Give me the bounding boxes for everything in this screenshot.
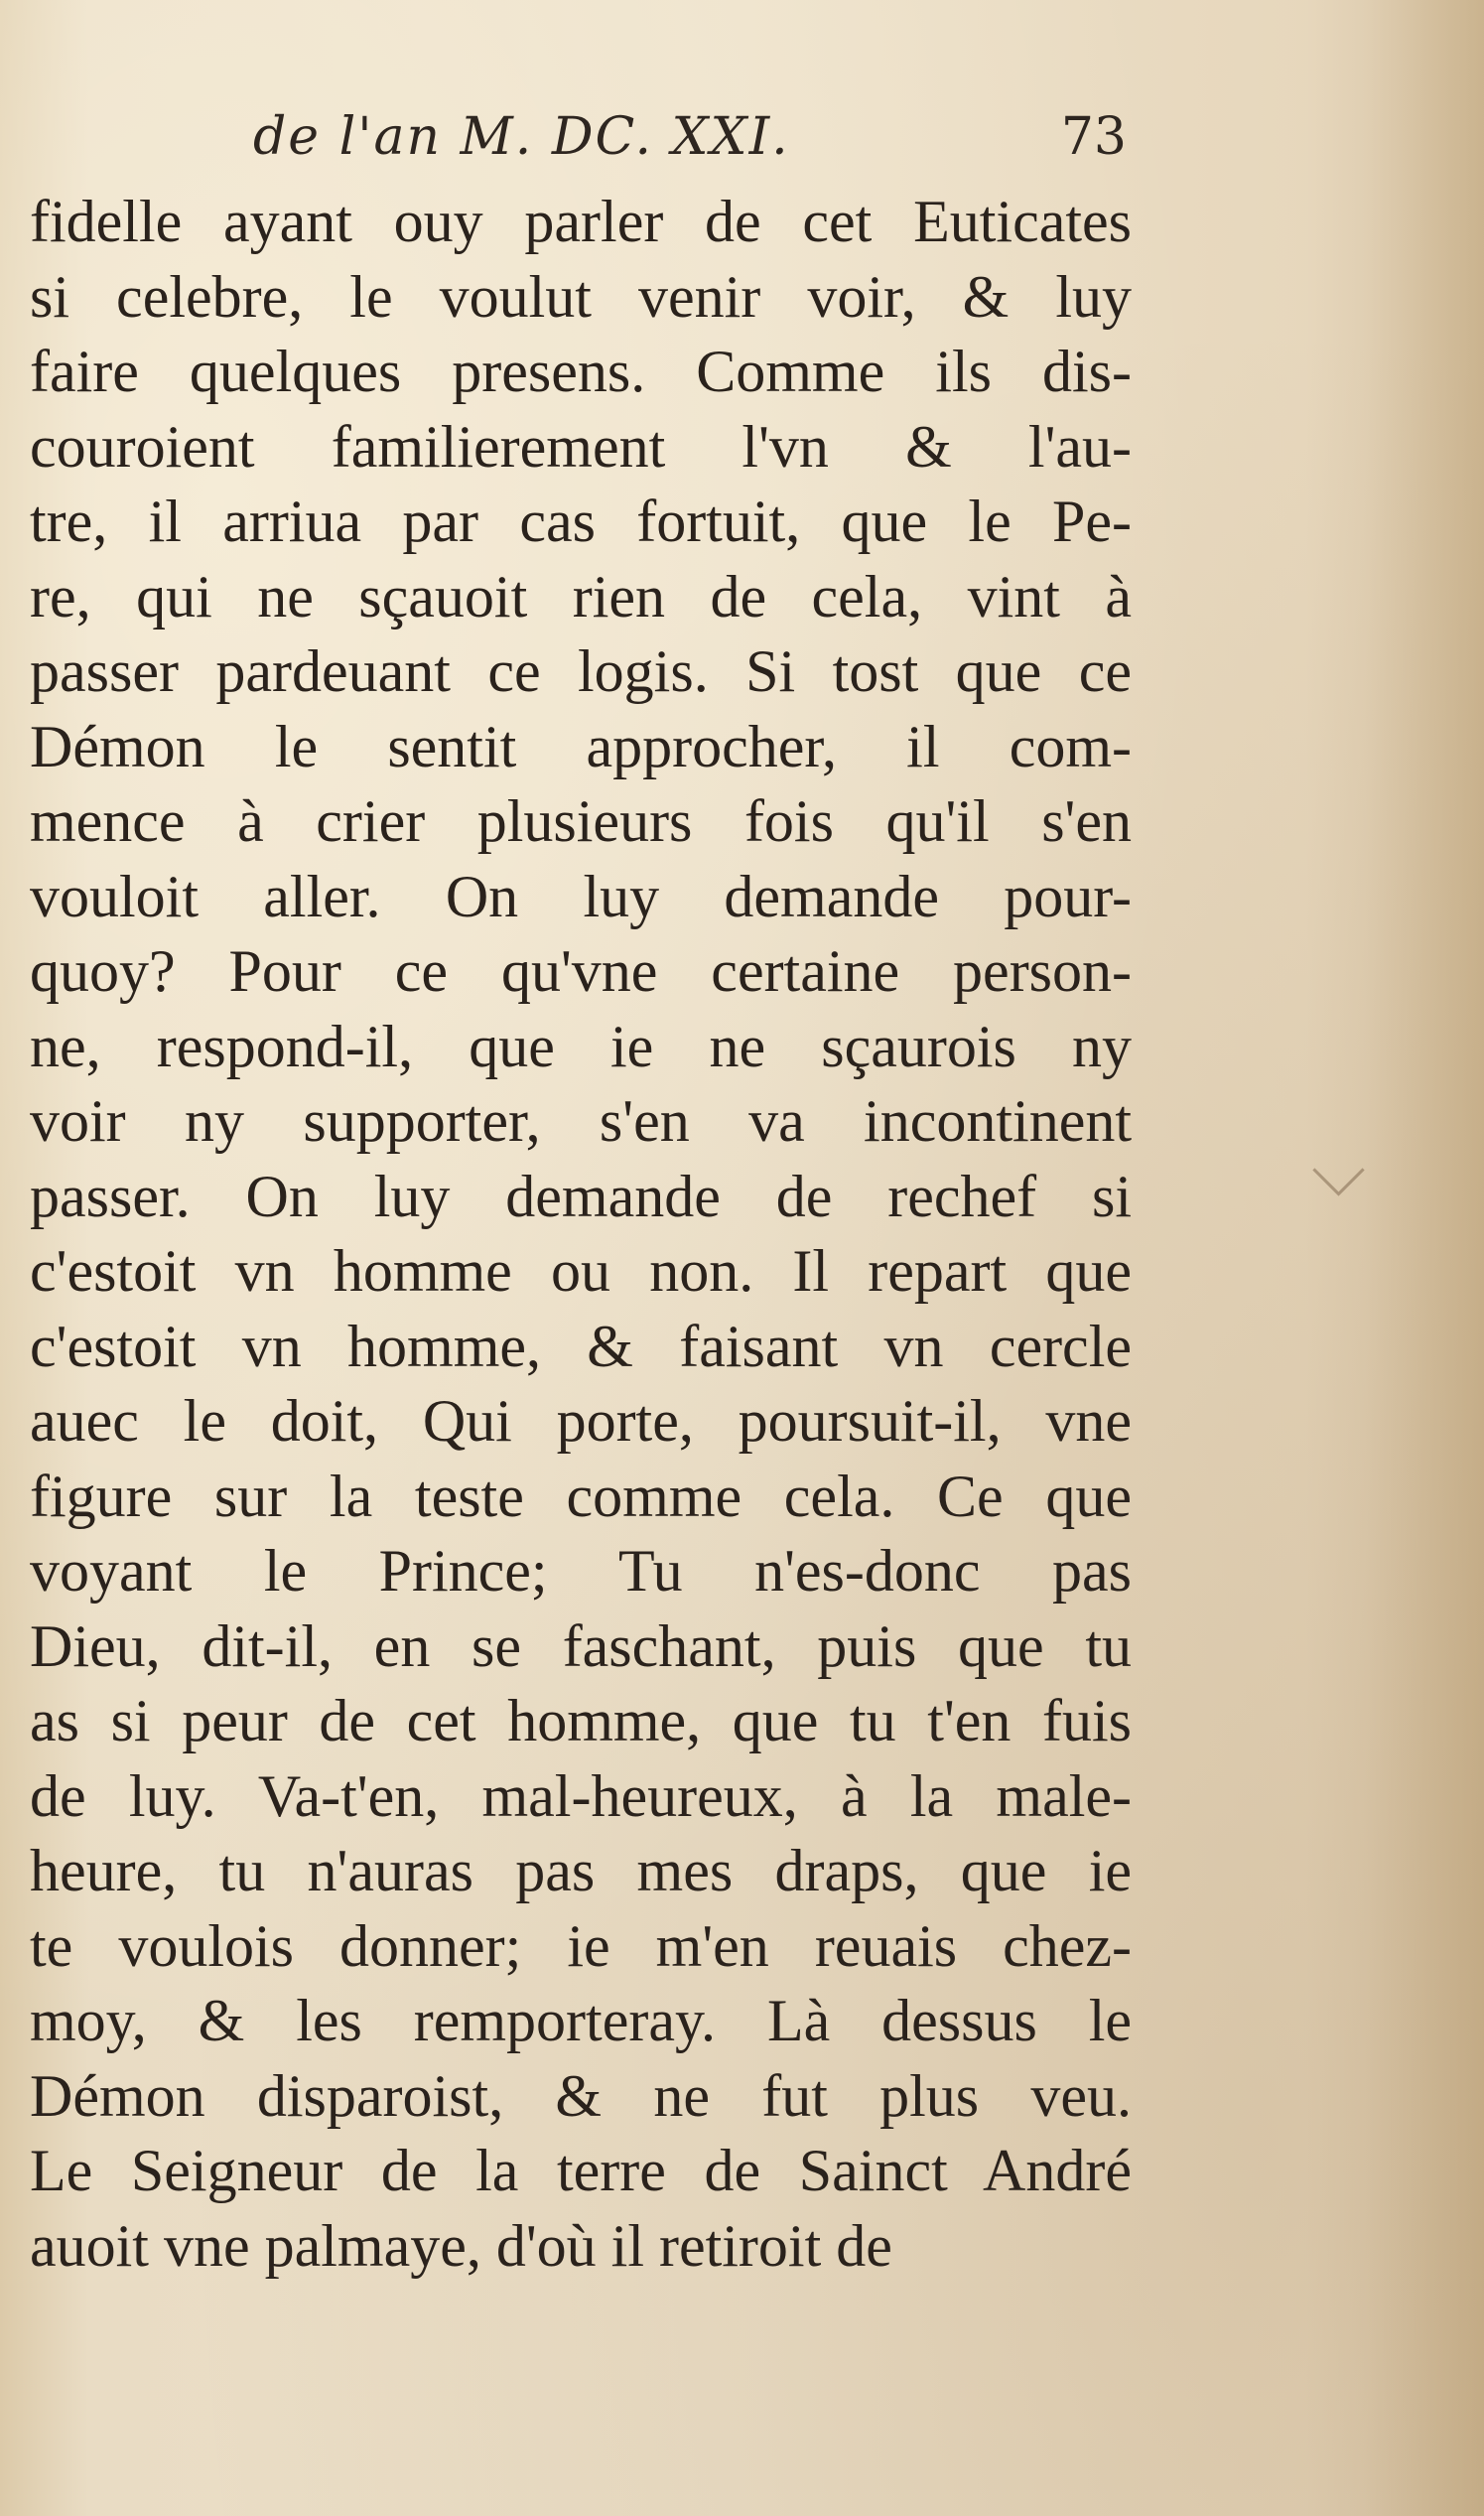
text-line: passer pardeuant ce logis. Si tost que ce: [30, 638, 1132, 704]
text-line: faire quelques presens. Comme ils dis-: [30, 339, 1132, 404]
running-head: de l'an M. DC. XXI.: [253, 107, 790, 167]
text-line: voyant le Prince; Tu n'es-donc pas: [30, 1538, 1132, 1604]
text-line: passer. On luy demande de rechef si: [30, 1163, 1132, 1229]
text-line: Le Seigneur de la terre de Sainct André: [30, 2138, 1132, 2203]
text-line: heure, tu n'auras pas mes draps, que ie: [30, 1838, 1132, 1903]
text-line: tre, il arriua par cas fortuit, que le Pe-: [30, 489, 1132, 554]
text-line: re, qui ne sçauoit rien de cela, vint à: [30, 563, 1132, 629]
text-line: voir ny supporter, s'en va incontinent: [30, 1088, 1132, 1154]
text-line: Démon le sentit approcher, il com-: [30, 713, 1132, 779]
text-line: Démon disparoist, & ne fut plus veu.: [30, 2062, 1132, 2129]
text-line: auec le doit, Qui porte, poursuit-il, vne: [30, 1388, 1132, 1454]
text-line: quoy? Pour ce qu'vne certaine person-: [30, 938, 1132, 1004]
text-line: as si peur de cet homme, que tu t'en fuis: [30, 1688, 1132, 1753]
text-line: de luy. Va-t'en, mal-heureux, à la male-: [30, 1762, 1132, 1829]
text-line: couroient familierement l'vn & l'au-: [30, 413, 1132, 480]
page-header: [253, 107, 1127, 177]
text-line: moy, & les remporteray. Là dessus le: [30, 1988, 1132, 2053]
text-line: vouloit aller. On luy demande pour-: [30, 863, 1132, 929]
page-edge-shadow: [1305, 0, 1484, 2516]
text-line: te voulois donner; ie m'en reuais chez-: [30, 1912, 1132, 1979]
text-line: si celebre, le voulut venir voir, & luy: [30, 263, 1132, 330]
body-text: [30, 185, 1132, 2284]
text-line: fidelle ayant ouy parler de cet Euticates: [30, 189, 1132, 254]
text-line: auoit vne palmaye, d'où il retiroit de: [30, 2212, 892, 2279]
page-number: 73: [1060, 107, 1127, 167]
text-line: c'estoit vn homme ou non. Il repart que: [30, 1238, 1132, 1304]
text-line: c'estoit vn homme, & faisant vn cercle: [30, 1313, 1132, 1379]
text-line: Dieu, dit-il, en se faschant, puis que tu: [30, 1612, 1132, 1679]
text-line: mence à crier plusieurs fois qu'il s'en: [30, 788, 1132, 854]
text-line: ne, respond-il, que ie ne sçaurois ny: [30, 1013, 1132, 1079]
text-line: figure sur la teste comme cela. Ce que: [30, 1463, 1132, 1529]
